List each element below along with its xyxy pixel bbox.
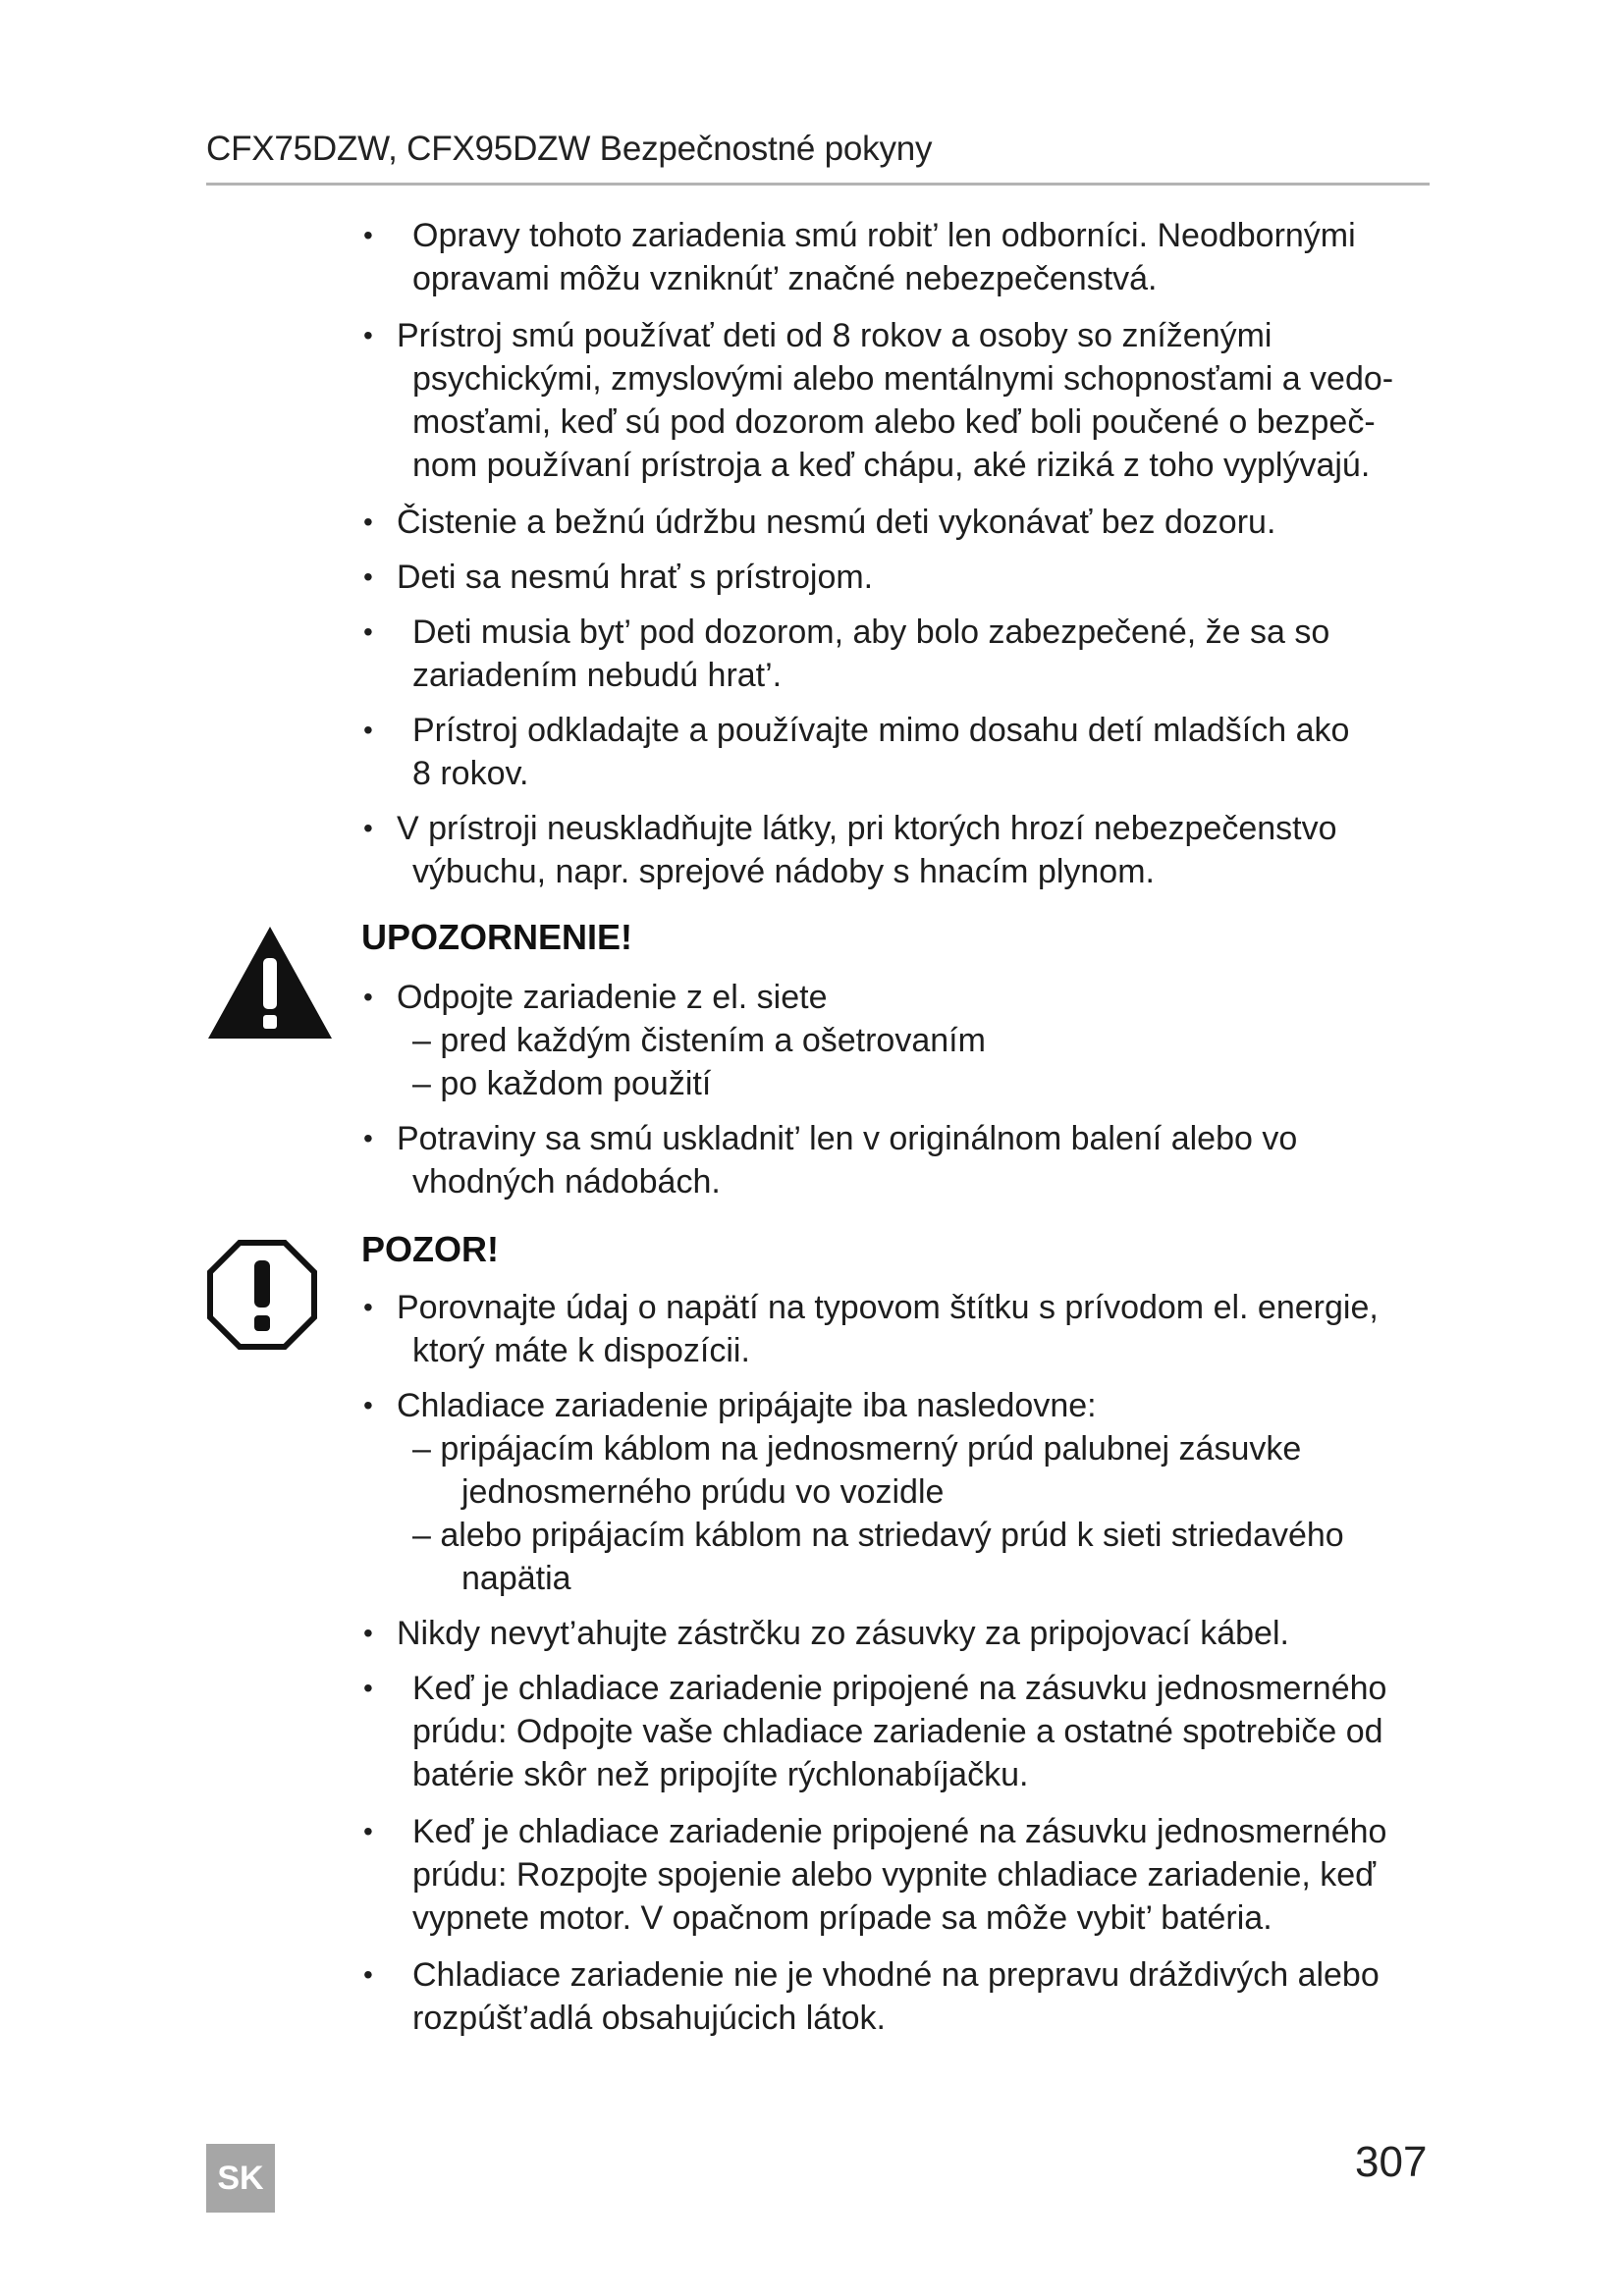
list-item-line: Čistenie a bežnú údržbu nesmú deti vykonávať bez dozoru.	[397, 504, 1276, 541]
sub-item: – alebo pripájacím káblom na striedavý prúd k sieti striedavého	[412, 1517, 1344, 1554]
list-item-line: opravami môžu vzniknút’ značné nebezpečenstvá.	[412, 260, 1158, 297]
list-item	[363, 314, 1404, 487]
list-item	[363, 1667, 1404, 1796]
list-item	[363, 611, 1404, 697]
list-item-line: mosťami, keď sú pod dozorom alebo keď boli poučené o bezpeč-	[412, 403, 1376, 441]
list-item-line: Opravy tohoto zariadenia smú robit’ len odborníci. Neodbornými	[412, 217, 1356, 254]
list-item-line: Chladiace zariadenie pripájajte iba nasledovne:	[397, 1387, 1097, 1424]
bullet-marker: •	[363, 1959, 373, 1990]
list-item-line: Potraviny sa smú uskladnit’ len v originálnom balení alebo vo	[397, 1120, 1298, 1157]
bullet-marker: •	[363, 813, 373, 843]
caution-heading: POZOR!	[361, 1229, 499, 1269]
bullet-marker: •	[363, 1123, 373, 1153]
list-item-line: Chladiace zariadenie nie je vhodné na prepravu dráždivých alebo	[412, 1956, 1380, 1994]
caution-octagon-icon	[206, 1239, 318, 1351]
page-number: 307	[1355, 2138, 1428, 2186]
bullet-marker: •	[363, 561, 373, 592]
sub-item: – po každom použití	[412, 1065, 712, 1102]
bullet-marker: •	[363, 1673, 373, 1703]
list-item-line: zariadením nebudú hrat’.	[412, 657, 783, 694]
list-item-line: prúdu: Rozpojte spojenie alebo vypnite chladiace zariadenie, keď	[412, 1856, 1377, 1894]
list-item	[363, 709, 1404, 795]
list-item	[363, 1612, 1404, 1655]
bullet-marker: •	[363, 982, 373, 1012]
list-item	[363, 556, 1404, 599]
list-item-line: ktorý máte k dispozícii.	[412, 1332, 750, 1369]
sub-item: – pred každým čistením a ošetrovaním	[412, 1022, 986, 1059]
bullet-marker: •	[363, 616, 373, 647]
list-item-line: Odpojte zariadenie z el. siete	[397, 979, 828, 1016]
list-item-line: nom používaní prístroja a keď chápu, aké riziká z toho vyplývajú.	[412, 447, 1371, 484]
list-item-line: Porovnajte údaj o napätí na typovom štítku s prívodom el. energie,	[397, 1289, 1379, 1326]
list-item-line: Deti musia byt’ pod dozorom, aby bolo zabezpečené, že sa so	[412, 614, 1330, 651]
bullet-marker: •	[363, 715, 373, 745]
list-item-line: Prístroj odkladajte a používajte mimo dosahu detí mladších ako	[412, 712, 1350, 749]
page-header: CFX75DZW, CFX95DZW Bezpečnostné pokyny	[206, 130, 933, 168]
list-item-line: V prístroji neuskladňujte látky, pri ktorých hrozí nebezpečenstvo	[397, 810, 1337, 847]
bullet-marker: •	[363, 1390, 373, 1420]
list-item	[363, 214, 1404, 300]
list-item-line: Keď je chladiace zariadenie pripojené na zásuvku jednosmerného	[412, 1813, 1387, 1850]
sub-item: – pripájacím káblom na jednosmerný prúd palubnej zásuvke	[412, 1430, 1302, 1468]
header-rule	[206, 183, 1430, 186]
list-item-line: 8 rokov.	[412, 755, 529, 792]
list-item	[363, 1810, 1404, 1940]
bullet-marker: •	[363, 1618, 373, 1648]
list-item-line: rozpúšt’adlá obsahujúcich látok.	[412, 2000, 886, 2037]
list-item	[363, 1953, 1404, 2040]
list-item-line: výbuchu, napr. sprejové nádoby s hnacím plynom.	[412, 853, 1155, 890]
list-item	[363, 1117, 1404, 1203]
list-item-line: Deti sa nesmú hrať s prístrojom.	[397, 559, 874, 596]
list-item-line: prúdu: Odpojte vaše chladiace zariadenie a ostatné spotrebiče od	[412, 1713, 1383, 1750]
list-item-line: psychickými, zmyslovými alebo mentálnymi schopnosťami a vedo-	[412, 360, 1394, 398]
list-item-line: batérie skôr než pripojíte rýchlonabíjačku.	[412, 1756, 1029, 1793]
language-tab: SK	[206, 2144, 275, 2213]
bullet-marker: •	[363, 507, 373, 537]
bullet-marker: •	[363, 220, 373, 250]
list-item	[363, 501, 1404, 544]
list-item	[363, 976, 1404, 1105]
list-item-line: vhodných nádobách.	[412, 1163, 721, 1201]
warning-triangle-icon	[206, 925, 334, 1041]
list-item	[363, 1286, 1404, 1372]
bullet-marker: •	[363, 1292, 373, 1322]
list-item-line: Prístroj smú používať deti od 8 rokov a osoby so zníženými	[397, 317, 1272, 354]
list-item	[363, 807, 1404, 893]
list-item-line: Nikdy nevyt’ahujte zástrčku zo zásuvky za pripojovací kábel.	[397, 1615, 1289, 1652]
bullet-marker: •	[363, 320, 373, 350]
list-item-line: Keď je chladiace zariadenie pripojené na zásuvku jednosmerného	[412, 1670, 1387, 1707]
list-item	[363, 1384, 1404, 1600]
sub-item: napätia	[461, 1560, 571, 1597]
warning-heading: UPOZORNENIE!	[361, 917, 633, 957]
list-item-line: vypnete motor. V opačnom prípade sa môže vybit’ batéria.	[412, 1899, 1272, 1937]
bullet-marker: •	[363, 1816, 373, 1846]
sub-item: jednosmerného prúdu vo vozidle	[461, 1473, 945, 1511]
